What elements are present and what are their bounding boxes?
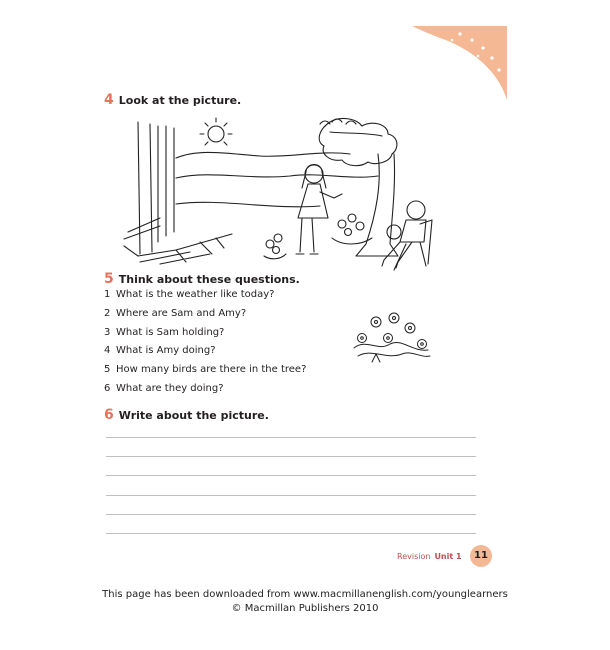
question-text: What are they doing? xyxy=(116,382,224,394)
exercise-4-number: 4 xyxy=(104,92,114,108)
question-number: 4 xyxy=(104,345,111,357)
unit-label: Unit 1 xyxy=(434,552,462,561)
question-item xyxy=(104,289,306,308)
question-number: 2 xyxy=(104,307,111,319)
writing-line[interactable] xyxy=(106,475,476,476)
writing-lines xyxy=(106,437,476,552)
writing-line[interactable] xyxy=(106,533,476,534)
running-footer xyxy=(397,552,462,561)
writing-line[interactable] xyxy=(106,514,476,515)
question-number: 1 xyxy=(104,289,111,300)
exercise-5-heading xyxy=(104,271,300,287)
garden-scene-illustration xyxy=(120,114,440,274)
exercise-4-heading xyxy=(104,92,241,108)
question-number: 3 xyxy=(104,326,111,338)
copyright-notice: © Macmillan Publishers 2010 xyxy=(231,603,379,614)
question-text: What is Sam holding? xyxy=(116,326,225,338)
question-text: Where are Sam and Amy? xyxy=(116,307,247,319)
question-text: How many birds are there in the tree? xyxy=(116,364,307,376)
question-number: 5 xyxy=(104,364,111,376)
exercise-4-title: Look at the picture. xyxy=(118,94,242,107)
question-item xyxy=(104,364,306,383)
exercise-6-number: 6 xyxy=(104,407,114,423)
exercise-6-heading xyxy=(104,407,269,423)
exercise-5-title: Think about these questions. xyxy=(118,273,300,286)
download-notice: This page has been downloaded from www.macmillanenglish.com/younglearners xyxy=(102,589,508,600)
question-text: What is Amy doing? xyxy=(116,345,216,357)
section-label: Revision xyxy=(397,552,431,561)
page-number-badge: 11 xyxy=(470,545,492,567)
question-number: 6 xyxy=(104,382,111,394)
flower-bush-illustration xyxy=(346,308,436,364)
question-item xyxy=(104,308,306,327)
question-item xyxy=(104,383,306,402)
writing-line[interactable] xyxy=(106,437,476,438)
exercise-5-number: 5 xyxy=(104,271,114,287)
writing-line[interactable] xyxy=(106,495,476,496)
exercise-6-title: Write about the picture. xyxy=(118,409,269,422)
question-item xyxy=(104,327,306,346)
question-list xyxy=(104,289,306,402)
question-item xyxy=(104,345,306,364)
question-text: What is the weather like today? xyxy=(116,289,275,300)
writing-line[interactable] xyxy=(106,456,476,457)
